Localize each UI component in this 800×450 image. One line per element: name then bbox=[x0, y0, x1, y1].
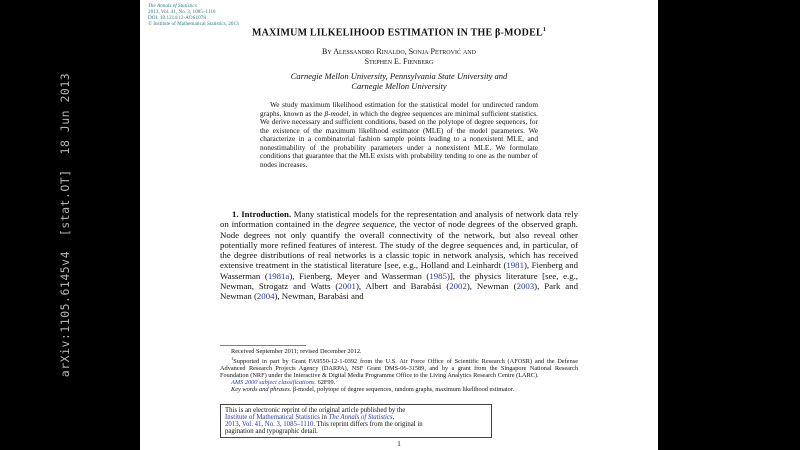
text-segment: β-model bbox=[324, 108, 349, 118]
journal-copyright: © Institute of Mathematical Statistics, 2013 bbox=[148, 21, 239, 28]
support-footnote bbox=[220, 355, 578, 379]
text-segment: , bbox=[392, 414, 395, 421]
page-title bbox=[140, 27, 658, 38]
introduction-paragraph bbox=[220, 209, 578, 302]
keywords-label: Key words and phrases. bbox=[231, 386, 292, 394]
journal-doi-link[interactable]: DOI: 10.1214/12-AOS1078 bbox=[148, 15, 206, 22]
reprint-notice-line bbox=[225, 421, 487, 428]
affiliation-line bbox=[140, 71, 658, 91]
text-segment: pagination and typographic detail. bbox=[225, 428, 318, 435]
affiliation-line-2: Carnegie Mellon University bbox=[351, 81, 447, 91]
footnote-block bbox=[220, 345, 578, 393]
reprint-notice-line bbox=[225, 407, 487, 414]
page-number: 1 bbox=[397, 439, 401, 448]
text-segment: , in which the degree sequences are minimal sufficient statistics. We derive necessary and sufficient conditions, based on the polytope of degree sequences, for the existence of the maximum likelihood estimator (MLE) of the model parameters. We characterize in a combinatorial fashion sample points leading to a nonexistent MLE, and nonestimability of the probability parameters under a nonexistent MLE. We formulate conditions that guarantee that the MLE exists with probability tending to one as the number of nodes increases. bbox=[260, 108, 538, 169]
viewer-left-margin bbox=[0, 0, 130, 450]
citation-link[interactable]: 1985 bbox=[429, 270, 447, 281]
received-line: Received September 2011; revised December 2012. bbox=[231, 348, 362, 355]
citation-link[interactable]: 1981a bbox=[267, 270, 290, 281]
authors-line bbox=[140, 47, 658, 67]
text-segment: in bbox=[319, 414, 329, 421]
text-segment: ), Park and Newman ( bbox=[220, 281, 579, 302]
journal-header bbox=[148, 3, 239, 27]
reprint-link[interactable]: The Annals of Statistics bbox=[328, 414, 393, 421]
text-segment: )], the physics literature [see, e.g., Newman, Strogatz and Watts ( bbox=[220, 270, 578, 292]
text-segment: ), Albert and Barabási ( bbox=[355, 281, 450, 292]
paper-title-text: MAXIMUM LILKELIHOOD ESTIMATION IN THE β-MODEL bbox=[251, 27, 543, 39]
paper-page bbox=[140, 0, 658, 450]
text-segment: This is an electronic reprint of the original article published by the bbox=[225, 407, 406, 414]
ams-classification-line bbox=[220, 379, 578, 386]
citation-link[interactable]: 2004 bbox=[256, 291, 275, 302]
text-segment: ), Fienberg, Meyer and Wasserman ( bbox=[289, 270, 430, 281]
text-segment: . This reprint differs from the original in bbox=[313, 421, 423, 428]
text-segment: We study maximum likelihood estimation for the statistical model for undirected random graphs, known as the bbox=[260, 100, 538, 118]
text-segment: ), Newman ( bbox=[466, 281, 517, 292]
text-segment: ), Newman, Barabási and bbox=[274, 291, 364, 302]
text-segment: Many statistical models for the representation and analysis of network data rely on information contained in the bbox=[220, 209, 578, 230]
support-footnote-text: Supported in part by Grant FA9550-12-1-0392 from the U.S. Air Force Office of Scientific Research (AFOSR) and the Defense Advanced Research Projects Agency (DARPA), NSF Grant DMS-06-31589, and by a grant from the Singapore National Research Foundation (NRF) under the Interactive & Digital Media Programme Office to the Living Analytics Research Centre (LARC). bbox=[220, 358, 578, 380]
citation-link[interactable]: 2002 bbox=[449, 281, 467, 292]
authors-line-2: Stephen E. Fienberg bbox=[364, 57, 434, 66]
ams-classification-link[interactable]: AMS 2000 subject classifications. bbox=[231, 379, 316, 387]
reprint-notice-box bbox=[220, 404, 492, 438]
reprint-link[interactable]: Institute of Mathematical Statistics bbox=[225, 414, 320, 421]
reprint-notice-line bbox=[225, 428, 487, 435]
citation-link[interactable]: 2001 bbox=[338, 281, 356, 292]
title-footnote-marker[interactable]: 1 bbox=[542, 27, 547, 33]
keywords-value: β-model, polytope of degree sequences, random graphs, maximum likelihood estimator. bbox=[291, 386, 515, 394]
journal-name: The Annals of Statistics bbox=[148, 3, 197, 9]
footnote-marker: 1 bbox=[231, 356, 234, 361]
text-segment: 1. Introduction. bbox=[232, 209, 292, 219]
ams-classification-value: 62F99. bbox=[316, 379, 336, 387]
footnote-rule bbox=[220, 345, 306, 346]
journal-volume-info: 2013, Vol. 41, No. 3, 1085–1110 bbox=[148, 9, 216, 16]
citation-link[interactable]: 1981 bbox=[506, 260, 524, 271]
citation-link[interactable]: 2003 bbox=[516, 281, 535, 292]
authors-line-1: By Alessandro Rinaldo, Sonja Petrović and bbox=[322, 47, 476, 56]
text-segment: ), Fienberg and Wasserman ( bbox=[220, 260, 578, 281]
text-segment: degree sequence bbox=[336, 219, 395, 230]
text-segment: , the vector of node degrees of the observed graph. Node degrees not only quantify the overall connectivity of the network, but also reveal other potentially more refined features of interest. The study of the degree sequences and, in particular, of the degree distributions of real networks is a classic topic in network analysis, which has received extensive treatment in the statistical literature [see, e.g., Holland and Leinhardt ( bbox=[220, 219, 578, 271]
keywords-line bbox=[220, 386, 578, 393]
abstract-paragraph bbox=[260, 101, 538, 169]
affiliation-line-1: Carnegie Mellon University, Pennsylvania State University and bbox=[290, 71, 508, 81]
reprint-notice-line bbox=[225, 414, 487, 421]
reprint-link[interactable]: 2013, Vol. 41, No. 3, 1085–1110 bbox=[225, 421, 314, 428]
arxiv-watermark: arXiv:1105.6145v4 [stat.OT] 18 Jun 2013 bbox=[58, 72, 72, 378]
